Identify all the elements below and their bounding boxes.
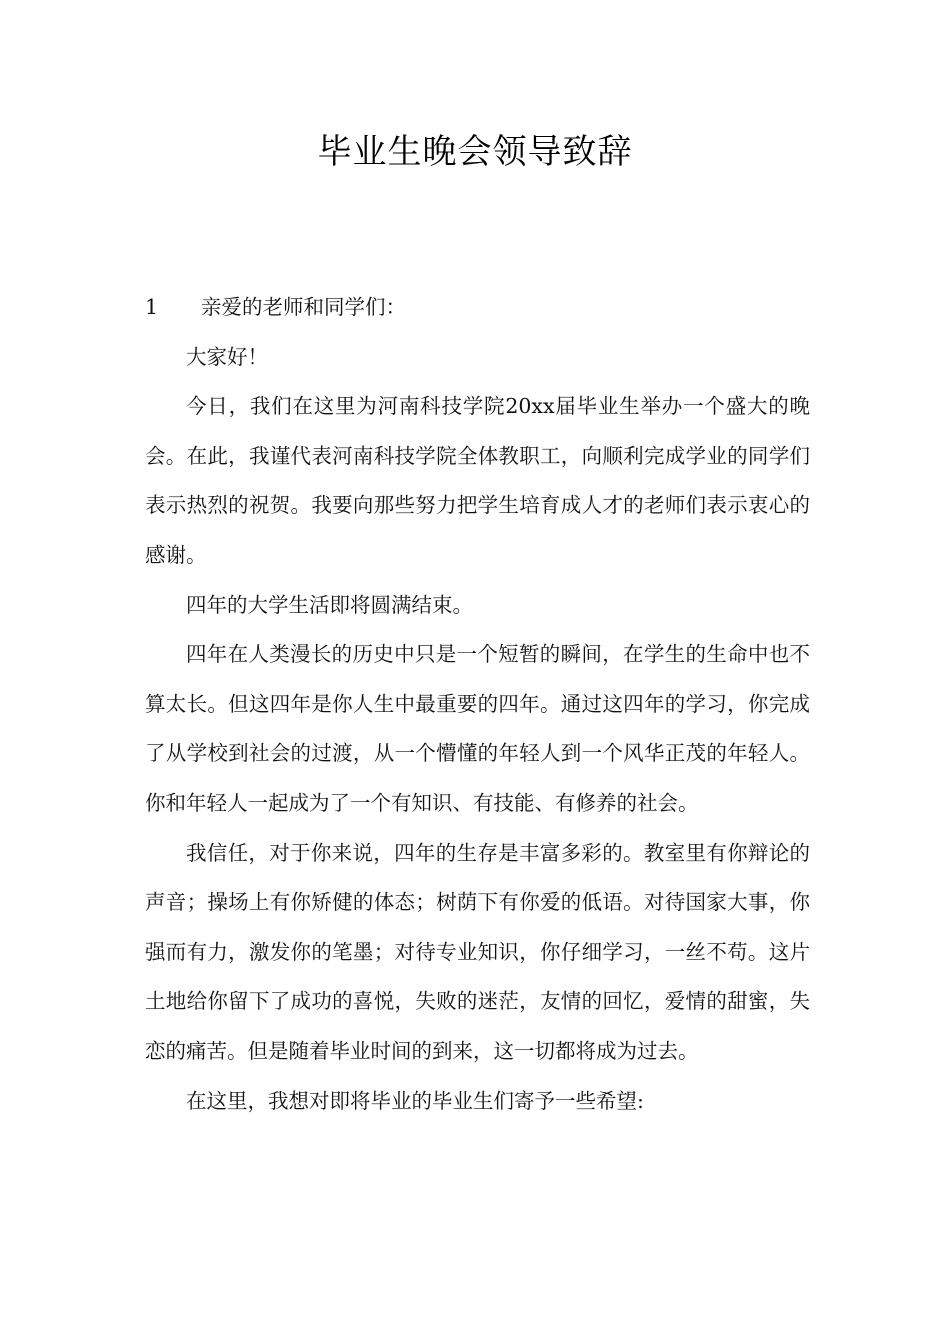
document-body — [145, 283, 810, 1126]
paragraph-greeting: 大家好！ — [186, 344, 268, 369]
paragraph-life-moment: 四年在人类漫长的历史中只是一个短暂的瞬间，在学生的生命中也不算太长。但这四年是你人生中最重要的四年。通过这四年的学习，你完成了从学校到社会的过渡，从一个懵懂的年轻人到一个风华正茂的年轻人。你和年轻人一起成为了一个有知识、有技能、有修养的社会。 — [145, 642, 810, 815]
paragraph-opening: 今日，我们在这里为河南科技学院20xx届毕业生举办一个盛大的晚会。在此，我谨代表河南科技学院全体教职工，向顺利完成学业的同学们表示热烈的祝贺。我要向那些努力把学生培育成人才的老师们表示衷心的感谢。 — [145, 394, 810, 567]
document-title: 毕业生晚会领导致辞 — [317, 132, 633, 172]
salutation: 亲爱的老师和同学们： — [201, 295, 406, 319]
paragraph-memories: 我信任，对于你来说，四年的生存是丰富多彩的。教室里有你辩论的声音；操场上有你矫健的体态；树荫下有你爱的低语。对待国家大事，你强而有力，激发你的笔墨；对待专业知识，你仔细学习，一丝不苟。这片土地给你留下了成功的喜悦，失败的迷茫，友情的回忆，爱情的甜蜜，失恋的痛苦。但是随着毕业时间的到来，这一切都将成为过去。 — [145, 840, 810, 1063]
salutation-line — [145, 283, 810, 333]
paragraph-number: 1 — [145, 295, 159, 319]
paragraph-hopes: 在这里，我想对即将毕业的毕业生们寄予一些希望: — [186, 1088, 644, 1113]
paragraph-four-years: 四年的大学生活即将圆满结束。 — [186, 592, 473, 617]
